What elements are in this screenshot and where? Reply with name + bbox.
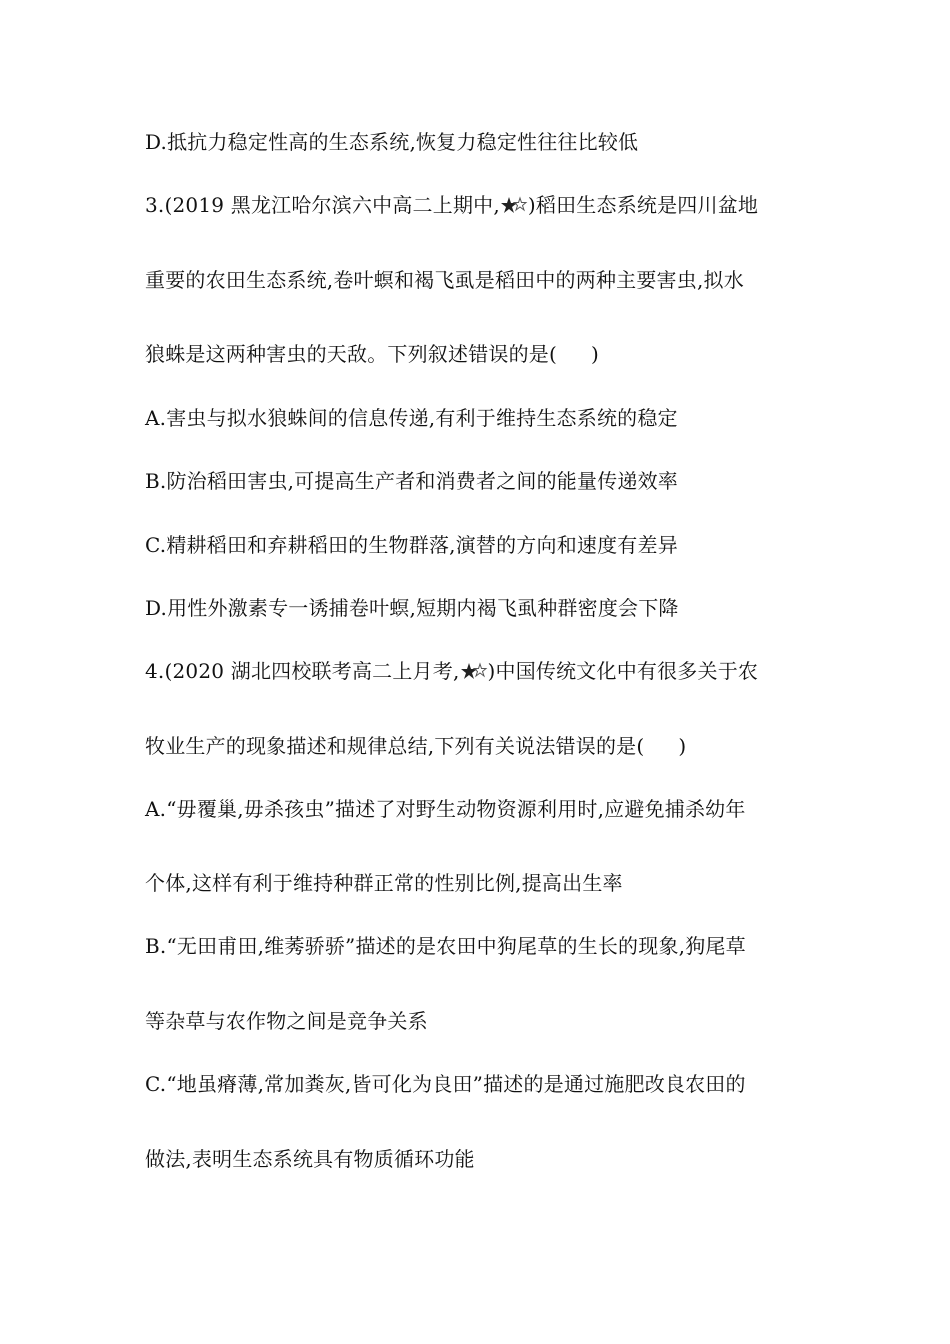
q4-option-a-line1: A.“毋覆巢,毋杀孩虫”描述了对野生动物资源利用时,应避免捕杀幼年	[145, 797, 746, 821]
q4-option-c-line1: C.“地虽瘠薄,常加粪灰,皆可化为良田”描述的是通过施肥改良农田的	[145, 1072, 746, 1096]
q3-option-a: A.害虫与拟水狼蛛间的信息传递,有利于维持生态系统的稳定	[145, 406, 678, 430]
q3-stem-start: )稻田生态系统是四川盆地	[527, 193, 759, 217]
q3-stem-line1	[145, 193, 758, 217]
q2-option-d: D.抵抗力稳定性高的生态系统,恢复力稳定性往往比较低	[145, 130, 639, 154]
q4-stem-line2	[145, 734, 686, 758]
q4-option-b-line1: B.“无田甫田,维莠骄骄”描述的是农田中狗尾草的生长的现象,狗尾草	[145, 934, 746, 958]
q4-option-a-line2: 个体,这样有利于维持种群正常的性别比例,提高出生率	[145, 871, 623, 895]
star-rating-icon	[460, 661, 488, 681]
q3-option-d: D.用性外激素专一诱捕卷叶螟,短期内褐飞虱种群密度会下降	[145, 596, 679, 620]
q4-option-b-line2: 等杂草与农作物之间是竞争关系	[145, 1009, 428, 1033]
q3-question: 狼蛛是这两种害虫的天敌。下列叙述错误的是(	[145, 342, 558, 366]
q3-stem-line2: 重要的农田生态系统,卷叶螟和褐飞虱是稻田中的两种主要害虫,拟水	[145, 268, 744, 292]
q4-source: 4.(2020 湖北四校联考高二上月考,	[145, 659, 460, 683]
q4-option-c-line2: 做法,表明生态系统具有物质循环功能	[145, 1147, 475, 1171]
q3-option-b: B.防治稻田害虫,可提高生产者和消费者之间的能量传递效率	[145, 469, 679, 493]
q3-option-c: C.精耕稻田和弃耕稻田的生物群落,演替的方向和速度有差异	[145, 533, 678, 557]
q4-stem-start: )中国传统文化中有很多关于农	[487, 659, 759, 683]
q3-source: 3.(2019 黑龙江哈尔滨六中高二上期中,	[145, 193, 500, 217]
q4-close-paren: )	[678, 734, 687, 758]
star-rating-icon	[500, 195, 528, 215]
q4-question: 牧业生产的现象描述和规律总结,下列有关说法错误的是(	[145, 734, 645, 758]
q3-stem-line3	[145, 342, 599, 366]
q3-close-paren: )	[591, 342, 600, 366]
q4-stem-line1	[145, 659, 758, 683]
